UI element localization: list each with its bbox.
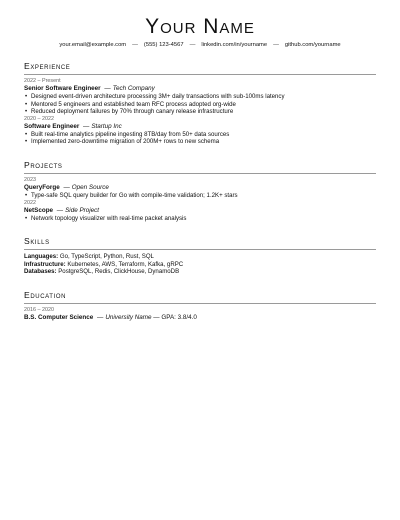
contact-linkedin[interactable]: linkedin.com/in/yourname xyxy=(201,42,268,48)
entry-dash: — xyxy=(63,183,70,191)
section-divider xyxy=(24,173,376,174)
entry-date: 2022 xyxy=(24,199,36,206)
entry-dash: — xyxy=(97,313,104,321)
contact-line xyxy=(24,42,376,48)
section-divider xyxy=(24,249,376,250)
project-name: QueryForge xyxy=(24,183,60,191)
entry-title xyxy=(24,314,376,322)
section-divider xyxy=(24,74,376,75)
contact-separator: — xyxy=(132,42,138,48)
section-title-education: Education xyxy=(24,289,67,300)
project-entry xyxy=(24,177,376,200)
skill-label: Infrastructure: xyxy=(24,260,66,268)
bullet-item: • Network topology visualizer with real-time packet analysis xyxy=(24,215,376,223)
entry-bullets xyxy=(24,93,376,116)
contact-separator: — xyxy=(273,42,279,48)
entry-date: 2016 – 2020 xyxy=(24,306,54,313)
project-entry xyxy=(24,200,376,223)
entry-dash: — xyxy=(104,85,111,92)
project-kind: Open Source xyxy=(71,183,109,191)
entry-bullets xyxy=(24,131,376,146)
skill-line xyxy=(24,268,376,276)
entry-dash: — xyxy=(83,122,90,130)
bullet-item: • Mentored 5 engineers and established team RFC process adopted org-wide xyxy=(24,101,376,109)
entry-role: Senior Software Engineer xyxy=(24,85,101,92)
entry-role: Software Engineer xyxy=(24,122,80,130)
section-title-experience: Experience xyxy=(24,61,71,71)
entry-org: Startup Inc xyxy=(91,122,122,130)
project-kind: Side Project xyxy=(65,206,100,214)
gpa: — GPA: 3.8/4.0 xyxy=(153,313,197,321)
entry-bullets xyxy=(24,192,376,200)
section-title-projects: Projects xyxy=(24,159,63,170)
bullet-item: • Reduced deployment failures by 70% through canary release infrastructure xyxy=(24,108,376,116)
skill-label: Languages: xyxy=(24,253,59,261)
school: University Name xyxy=(105,313,152,321)
skill-value: Go, TypeScript, Python, Rust, SQL xyxy=(59,253,154,261)
section-title-skills: Skills xyxy=(24,236,50,247)
skill-line xyxy=(24,261,376,269)
experience-entry xyxy=(24,116,376,146)
degree: B.S. Computer Science xyxy=(24,313,94,321)
resume-name: Your Name xyxy=(145,15,255,38)
section-divider xyxy=(24,303,376,304)
bullet-item: • Type-safe SQL query builder for Go with compile-time validation; 1.2K+ stars xyxy=(24,192,376,200)
entry-bullets xyxy=(24,215,376,223)
skill-line xyxy=(24,253,376,261)
contact-phone: (555) 123-4567 xyxy=(143,42,184,48)
entry-date: 2020 – 2022 xyxy=(24,115,54,122)
project-name: NetScope xyxy=(24,206,54,214)
contact-email[interactable]: your.email@example.com xyxy=(59,42,127,48)
skill-label: Databases: xyxy=(24,268,57,276)
entry-title xyxy=(24,184,376,192)
entry-dash: — xyxy=(56,206,64,214)
contact-github[interactable]: github.com/yourname xyxy=(284,42,341,48)
skill-value: Kubernetes, AWS, Terraform, Kafka, gRPC xyxy=(67,260,184,268)
experience-entry xyxy=(24,78,376,116)
bullet-item: • Built real-time analytics pipeline ingesting 8TB/day from 50+ data sources xyxy=(24,131,376,139)
contact-separator: — xyxy=(189,42,196,48)
bullet-item: • Implemented zero-downtime migration of 200M+ rows to new schema xyxy=(24,138,376,146)
entry-date: 2023 xyxy=(24,176,36,183)
bullet-item: • Designed event-driven architecture processing 3M+ daily transactions with sub-100ms latency xyxy=(24,93,376,101)
entry-org: Tech Company xyxy=(112,85,155,92)
skill-value: PostgreSQL, Redis, ClickHouse, DynamoDB xyxy=(58,268,180,276)
education-entry xyxy=(24,307,376,322)
entry-date: 2022 – Present xyxy=(24,78,61,84)
entry-title xyxy=(24,123,376,131)
resume-page xyxy=(24,0,376,322)
entry-title xyxy=(24,207,376,215)
entry-title xyxy=(24,85,376,93)
